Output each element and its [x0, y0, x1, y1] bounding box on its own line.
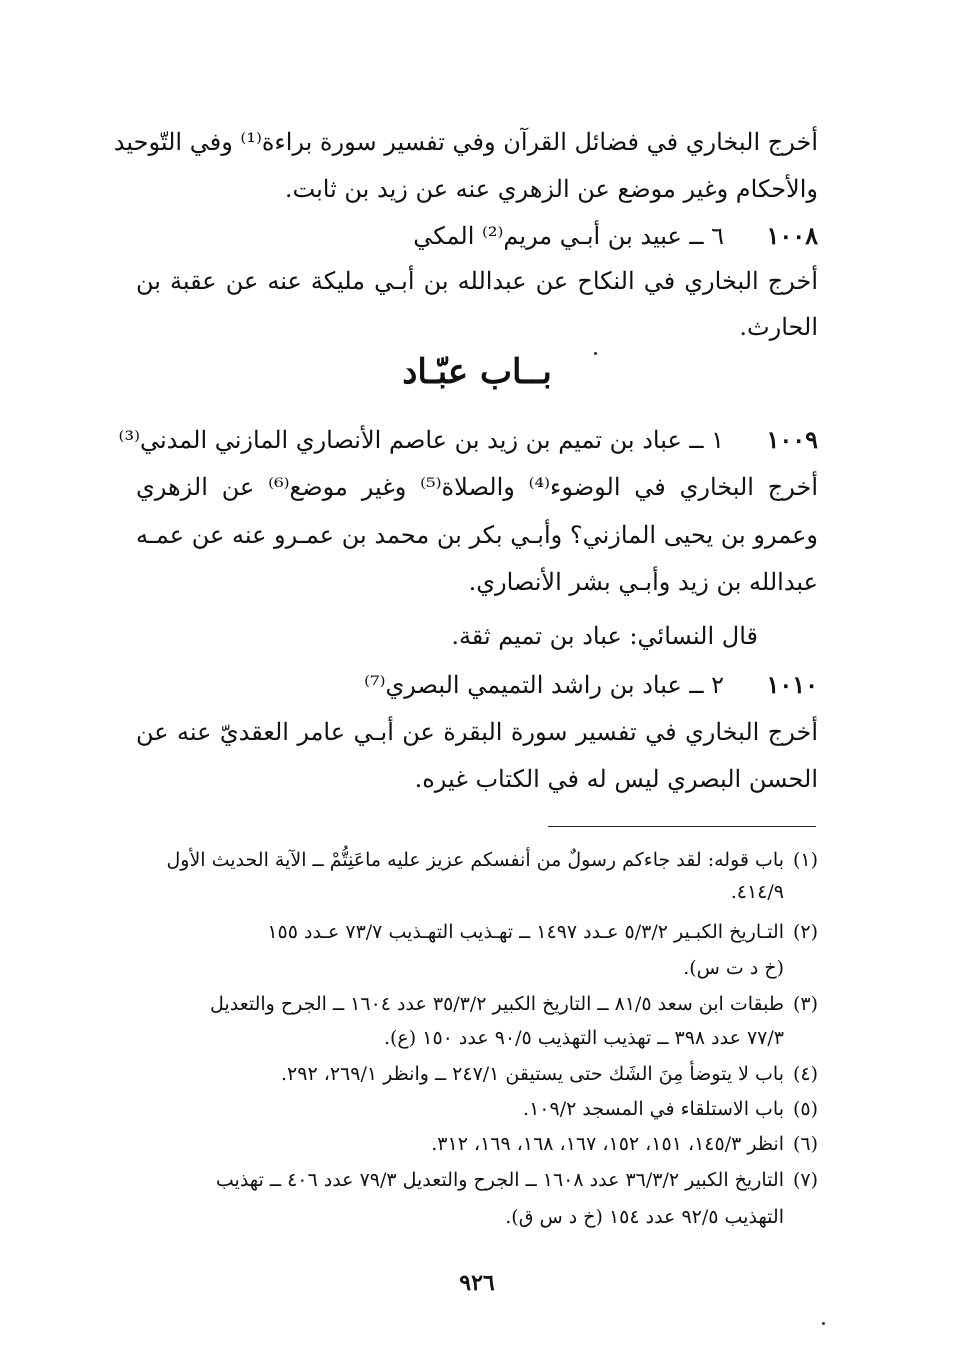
footnote: [210, 990, 818, 1018]
entry-number: ١٠١٠: [766, 670, 818, 699]
paragraph-line: الحسن البصري ليس له في الكتاب غيره.: [414, 765, 818, 793]
paragraph-line: قال النسائي: عباد بن تميم ثقة.: [451, 622, 758, 650]
footnote-continuation: (خ د ت س).: [683, 957, 784, 979]
footnote: [281, 1060, 818, 1088]
page-number: ٩٢٦: [459, 1270, 495, 1296]
footnote: [267, 918, 818, 946]
entry-title: ٦ ــ عبيد بن أبـي مريم⁽²⁾ المكي: [413, 222, 724, 250]
paragraph-line: أخرج البخاري في فضائل القرآن وفي تفسير سورة براءة⁽¹⁾ وفي التّوحيد: [113, 128, 818, 156]
paragraph-line: الحارث.: [739, 313, 818, 341]
paragraph-line: وعمرو بن يحيى المازني؟ وأبـي بكر بن محمد بن عمـرو عنه عن عمـه: [136, 521, 818, 549]
footnote-continuation: ٤١٤/٩.: [730, 881, 784, 903]
footnote: [166, 846, 818, 874]
footnote: [523, 1095, 818, 1123]
footnote: [431, 1130, 818, 1158]
entry-number: ١٠٠٩: [766, 425, 818, 454]
entry-title: ١ ــ عباد بن تميم بن زيد بن عاصم الأنصاري المازني المدني⁽³⁾: [118, 426, 724, 454]
footnote-mark: (٤): [792, 1063, 818, 1085]
speck: [822, 1322, 825, 1325]
footnote: [216, 1166, 818, 1194]
paragraph-line: أخرج البخاري في النكاح عن عبدالله بن أبـي مليكة عنه عن عقبة بن: [136, 267, 818, 295]
paragraph-line: أخرج البخاري في تفسير سورة البقرة عن أبـي عامر العقديّ عنه عن: [136, 718, 818, 746]
footnote-text: التاريخ الكبير ٣٦/٣/٢ عدد ١٦٠٨ ــ الجرح والتعديل ٧٩/٣ عدد ٤٠٦ ــ تهذيب: [215, 1169, 784, 1191]
footnote-mark: (١): [792, 849, 818, 871]
footnote-mark: (٦): [792, 1133, 818, 1155]
footnote-mark: (٥): [792, 1098, 818, 1120]
footnote-continuation: ٧٧/٣ عدد ٣٩٨ ــ تهذيب التهذيب ٩٠/٥ عدد ١٥٠ (ع).: [383, 1027, 784, 1049]
footnote-mark: (٢): [792, 921, 818, 943]
section-heading: بــاب عبّـاد: [402, 352, 552, 392]
footnote-text: باب قوله: لقد جاءكم رسولٌ من أنفسكم عزيز عليه ماعَنِتُّمْ ــ الآية الحديث الأول: [166, 849, 784, 871]
footnote-continuation: التهذيب ٩٢/٥ عدد ١٥٤ (خ د س ق).: [505, 1206, 784, 1228]
paragraph-line: والأحكام وغير موضع عن الزهري عنه عن زيد بن ثابت.: [284, 175, 818, 203]
paragraph-line: عبدالله بن زيد وأبـي بشر الأنصاري.: [468, 568, 818, 596]
footnote-separator: [548, 826, 816, 827]
footnote-text: انظر ١٤٥/٣، ١٥١، ١٥٢، ١٦٧، ١٦٨، ١٦٩، ٣١٢.: [431, 1133, 784, 1155]
entry-title: ٢ ــ عباد بن راشد التميمي البصري⁽⁷⁾: [364, 671, 724, 699]
footnote-text: باب الاستلقاء في المسجد ١٠٩/٢.: [523, 1098, 784, 1120]
footnote-mark: (٧): [792, 1169, 818, 1191]
footnote-text: طبقات ابن سعد ٨١/٥ ــ التاريخ الكبير ٣٥/٣/٢ عدد ١٦٠٤ ــ الجرح والتعديل: [210, 993, 784, 1015]
entry-number: ١٠٠٨: [766, 221, 818, 250]
speck: [594, 352, 597, 355]
paragraph-line: أخرج البخاري في الوضوء⁽⁴⁾ والصلاة⁽⁵⁾ وغير موضع⁽⁶⁾ عن الزهري: [136, 473, 818, 501]
footnote-mark: (٣): [792, 993, 818, 1015]
footnote-text: باب لا يتوضأ مِنَ الشَك حتى يستيقن ٢٤٧/١ ــ وانظر ٢٦٩/١، ٢٩٢.: [281, 1063, 784, 1085]
footnote-text: التـاريخ الكبـير ٥/٣/٢ عـدد ١٤٩٧ ــ تهـذيب التهـذيب ٧٣/٧ عـدد ١٥٥: [267, 921, 784, 943]
